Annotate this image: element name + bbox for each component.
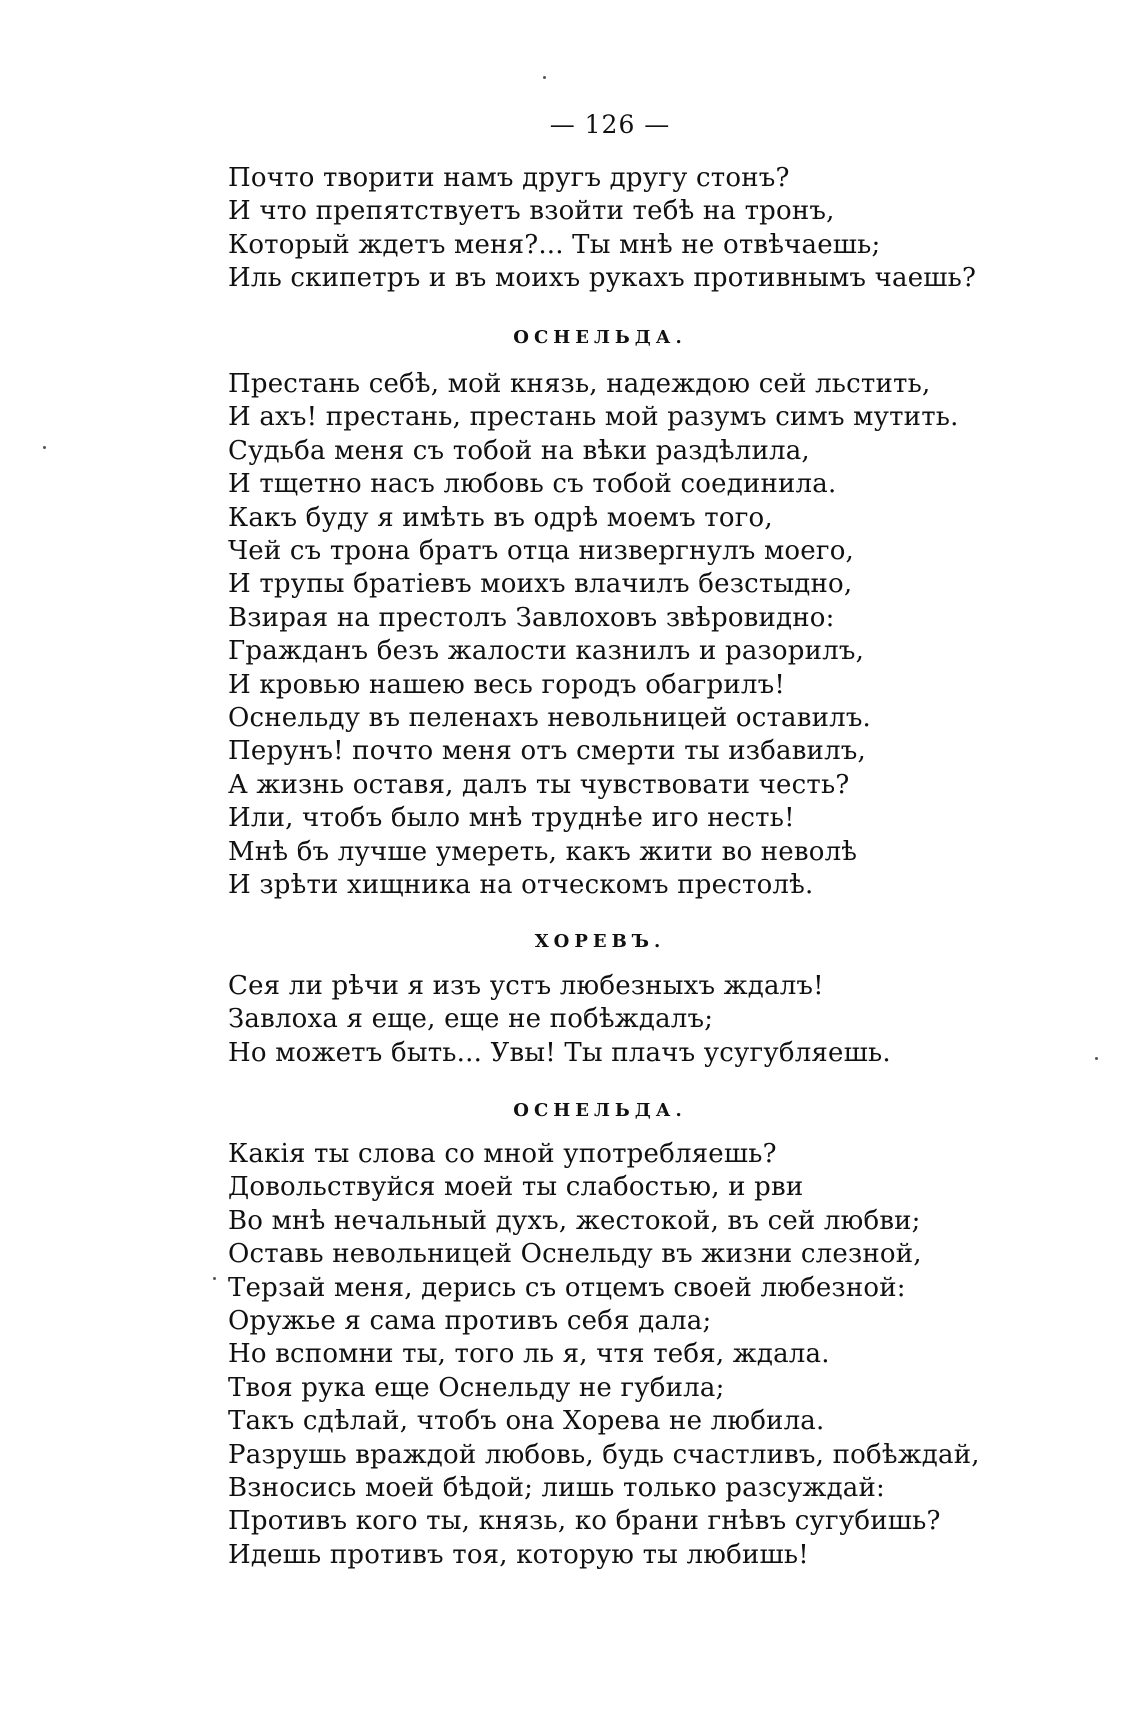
verse-block-intro xyxy=(228,162,988,296)
verse-line: Оставь невольницей Оснельду въ жизни слезной, xyxy=(228,1239,922,1270)
verse-line: Или, чтобъ было мнѣ труднѣе иго несть! xyxy=(228,803,795,834)
verse-line: И ахъ! престань, престань мой разумъ симъ мутить. xyxy=(228,402,959,433)
verse-line: Во мнѣ нечальный духъ, жестокой, въ сей любви; xyxy=(228,1205,921,1236)
scan-speck xyxy=(213,1277,216,1280)
verse-line: И трупы братіевъ моихъ влачилъ безстыдно, xyxy=(228,569,853,600)
scan-speck xyxy=(1095,1057,1098,1060)
scan-speck xyxy=(43,446,46,449)
verse-line: Оружье я сама противъ себя дала; xyxy=(228,1306,712,1337)
verse-line: Какъ буду я имѣть въ одрѣ моемъ того, xyxy=(228,502,773,533)
speaker-heading: ОСНЕЛЬДА. xyxy=(513,1100,687,1121)
verse-line: Противъ кого ты, князь, ко брани гнѣвъ сугубишь? xyxy=(228,1506,941,1537)
verse-line: Довольствуйся моей ты слабостью, и рви xyxy=(228,1172,804,1203)
verse-line: Судьба меня съ тобой на вѣки раздѣлила, xyxy=(228,435,810,466)
verse-line: Оснельду въ пеленахъ невольницей оставилъ. xyxy=(228,703,872,734)
verse-line: Разрушь враждой любовь, будь счастливъ, побѣждай, xyxy=(228,1439,980,1470)
verse-line: Который ждетъ меня?... Ты мнѣ не отвѣчаешь; xyxy=(228,229,881,260)
verse-block-khorev xyxy=(228,970,988,1070)
verse-line: Взносись моей бѣдой; лишь только разсуждай: xyxy=(228,1473,885,1504)
verse-line: А жизнь оставя, далъ ты чувствовати честь? xyxy=(228,769,850,800)
page-number: — 126 — xyxy=(549,110,671,139)
speaker-heading: ХОРЕВЪ. xyxy=(534,931,666,952)
verse-block-osnelda-2 xyxy=(228,1138,988,1572)
scan-speck xyxy=(543,76,546,79)
verse-line: Сея ли рѣчи я изъ устъ любезныхъ ждалъ! xyxy=(228,971,824,1001)
verse-line: Какія ты слова со мной употребляешь? xyxy=(228,1139,777,1169)
verse-line: Твоя рука еще Оснельду не губила; xyxy=(228,1372,725,1403)
verse-line: Взирая на престолъ Завлоховъ звѣровидно: xyxy=(228,602,835,633)
verse-line: Чей съ трона братъ отца низвергнулъ моего, xyxy=(228,536,855,567)
verse-line: И что препятствуетъ взойти тебѣ на тронъ, xyxy=(228,196,835,227)
verse-line: Иль скипетръ и въ моихъ рукахъ противнымъ чаешь? xyxy=(228,263,977,294)
verse-line: Почто творити намъ другъ другу стонъ? xyxy=(228,163,790,193)
verse-line: И зрѣти хищника на отческомъ престолѣ. xyxy=(228,870,814,901)
verse-line: И тщетно насъ любовь съ тобой соединила. xyxy=(228,469,837,500)
verse-line: Перунъ! почто меня отъ смерти ты избавилъ, xyxy=(228,736,866,767)
speaker-heading: ОСНЕЛЬДА. xyxy=(513,327,687,348)
verse-line: Гражданъ безъ жалости казнилъ и разорилъ, xyxy=(228,636,865,667)
verse-line: Но вспомни ты, того ль я, чтя тебя, ждала. xyxy=(228,1339,830,1370)
verse-block-osnelda-1 xyxy=(228,368,988,903)
verse-line: Завлоха я еще, еще не побѣждалъ; xyxy=(228,1004,714,1035)
verse-line: Но можетъ быть... Увы! Ты плачъ усугубляешь. xyxy=(228,1037,891,1068)
verse-line: Мнѣ бъ лучше умереть, какъ жити во неволѣ xyxy=(228,836,858,867)
verse-line: Такъ сдѣлай, чтобъ она Хорева не любила. xyxy=(228,1406,825,1437)
verse-line: И кровью нашею весь городъ обагрилъ! xyxy=(228,669,785,700)
verse-line: Терзай меня, дерись съ отцемъ своей любезной: xyxy=(228,1272,906,1303)
verse-line: Престань себѣ, мой князь, надеждою сей льстить, xyxy=(228,369,931,399)
verse-line: Идешь противъ тоя, которую ты любишь! xyxy=(228,1539,809,1570)
